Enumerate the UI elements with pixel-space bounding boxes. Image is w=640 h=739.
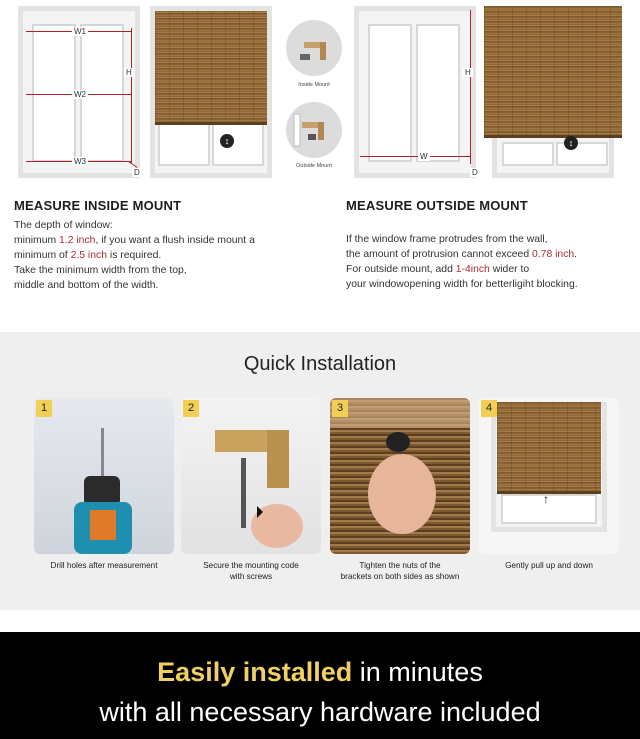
w-label: W bbox=[420, 152, 428, 161]
inside-line-3 bbox=[14, 248, 314, 263]
caption-line: Secure the mounting code bbox=[203, 561, 299, 570]
w1-label: W1 bbox=[74, 27, 86, 36]
drill-icon bbox=[34, 398, 174, 554]
banner-line-2: with all necessary hardware included bbox=[99, 697, 541, 727]
text: . bbox=[574, 249, 578, 260]
highlight-value: 1.2 inch bbox=[59, 235, 96, 246]
bamboo-blind bbox=[155, 11, 267, 125]
step-1-photo bbox=[34, 398, 174, 554]
banner-line-1 bbox=[0, 657, 640, 688]
banner-highlight: Easily installed bbox=[157, 657, 353, 687]
outside-mount-blind-diagram bbox=[484, 6, 622, 178]
window-pane-left bbox=[368, 24, 412, 162]
caption-line: Tighten the nuts of the bbox=[359, 561, 441, 570]
tighten-nut-icon bbox=[330, 398, 470, 554]
window-pane-left bbox=[502, 142, 554, 166]
banner-text: in minutes bbox=[352, 657, 483, 687]
step-3-number: 3 bbox=[332, 400, 348, 417]
step-2-number: 2 bbox=[183, 400, 199, 417]
step-4-number: 4 bbox=[481, 400, 497, 417]
highlight-value: 2.5 inch bbox=[70, 250, 107, 261]
caption-line: brackets on both sides as shown bbox=[340, 572, 460, 581]
inside-line-4: Take the minimum width from the top, bbox=[14, 265, 187, 276]
inside-mount-title: MEASURE INSIDE MOUNT bbox=[14, 198, 182, 213]
outside-mount-instructions bbox=[346, 232, 636, 292]
highlight-value: 1-4inch bbox=[455, 264, 490, 275]
highlight-value: 0.78 inch bbox=[532, 249, 575, 260]
up-down-arrow-icon: ↕ bbox=[220, 134, 234, 148]
window-pane bbox=[501, 494, 597, 524]
text: minimum bbox=[14, 235, 60, 246]
width-line bbox=[360, 156, 470, 157]
inside-line-2 bbox=[14, 233, 314, 248]
bamboo-blind bbox=[484, 6, 622, 138]
d-label: D bbox=[472, 168, 478, 177]
inside-bracket-icon bbox=[286, 20, 342, 76]
height-line bbox=[131, 28, 132, 164]
inside-bracket-circle bbox=[286, 20, 342, 76]
outside-line-1: If the window frame protrudes from the wall, bbox=[346, 234, 548, 245]
quick-installation-title: Quick Installation bbox=[243, 353, 397, 375]
step-3-caption bbox=[325, 560, 475, 582]
window-pane-right bbox=[416, 24, 460, 162]
inside-line-5: middle and bottom of the width. bbox=[14, 280, 159, 291]
outside-mount-caption: Outside Mount bbox=[296, 163, 332, 169]
text: , if you want a flush inside mount a bbox=[95, 235, 255, 246]
inside-mount-instructions bbox=[14, 218, 314, 293]
step-1-number: 1 bbox=[36, 400, 52, 417]
text: is required. bbox=[107, 250, 162, 261]
text: the amount of protrusion cannot exceed bbox=[346, 249, 532, 260]
outside-mount-title: MEASURE OUTSIDE MOUNT bbox=[346, 198, 528, 213]
inside-mount-caption: Inside Mount bbox=[298, 82, 330, 88]
outside-mount-diagram bbox=[354, 6, 476, 178]
step-2-photo bbox=[181, 398, 321, 554]
step-4-caption bbox=[474, 560, 624, 571]
step-4-photo bbox=[479, 398, 619, 554]
w3-label: W3 bbox=[74, 157, 86, 166]
h-label: H bbox=[465, 68, 471, 77]
outside-line-4: your windowopening width for betterligiht blocking. bbox=[346, 279, 578, 290]
step-3-photo bbox=[330, 398, 470, 554]
window-pane-left bbox=[32, 24, 76, 162]
text: wider to bbox=[489, 264, 530, 275]
up-down-arrow-icon: ↕ bbox=[564, 136, 578, 150]
bracket-screwing-icon bbox=[181, 398, 321, 554]
inside-line-1: The depth of window: bbox=[14, 220, 113, 231]
inside-mount-diagram bbox=[18, 6, 140, 178]
outside-bracket-icon bbox=[286, 102, 342, 158]
text: minimum of bbox=[14, 250, 71, 261]
w2-label: W2 bbox=[74, 90, 86, 99]
d-label: D bbox=[134, 168, 140, 177]
bamboo-blind bbox=[497, 402, 601, 494]
pull-arrow-icon: ↑ bbox=[543, 492, 549, 506]
outside-bracket-circle bbox=[286, 102, 342, 158]
height-line bbox=[470, 10, 471, 164]
caption-line: with screws bbox=[229, 572, 273, 581]
caption-line: Gently pull up and down bbox=[505, 561, 593, 570]
text: For outside mount, add bbox=[346, 264, 456, 275]
step-1-caption bbox=[29, 560, 179, 571]
step-2-caption bbox=[176, 560, 326, 582]
caption-line: Drill holes after measurement bbox=[50, 561, 158, 570]
h-label: H bbox=[126, 68, 132, 77]
inside-mount-blind-diagram bbox=[150, 6, 272, 178]
outside-line-3 bbox=[346, 262, 636, 277]
outside-line-2 bbox=[346, 247, 636, 262]
